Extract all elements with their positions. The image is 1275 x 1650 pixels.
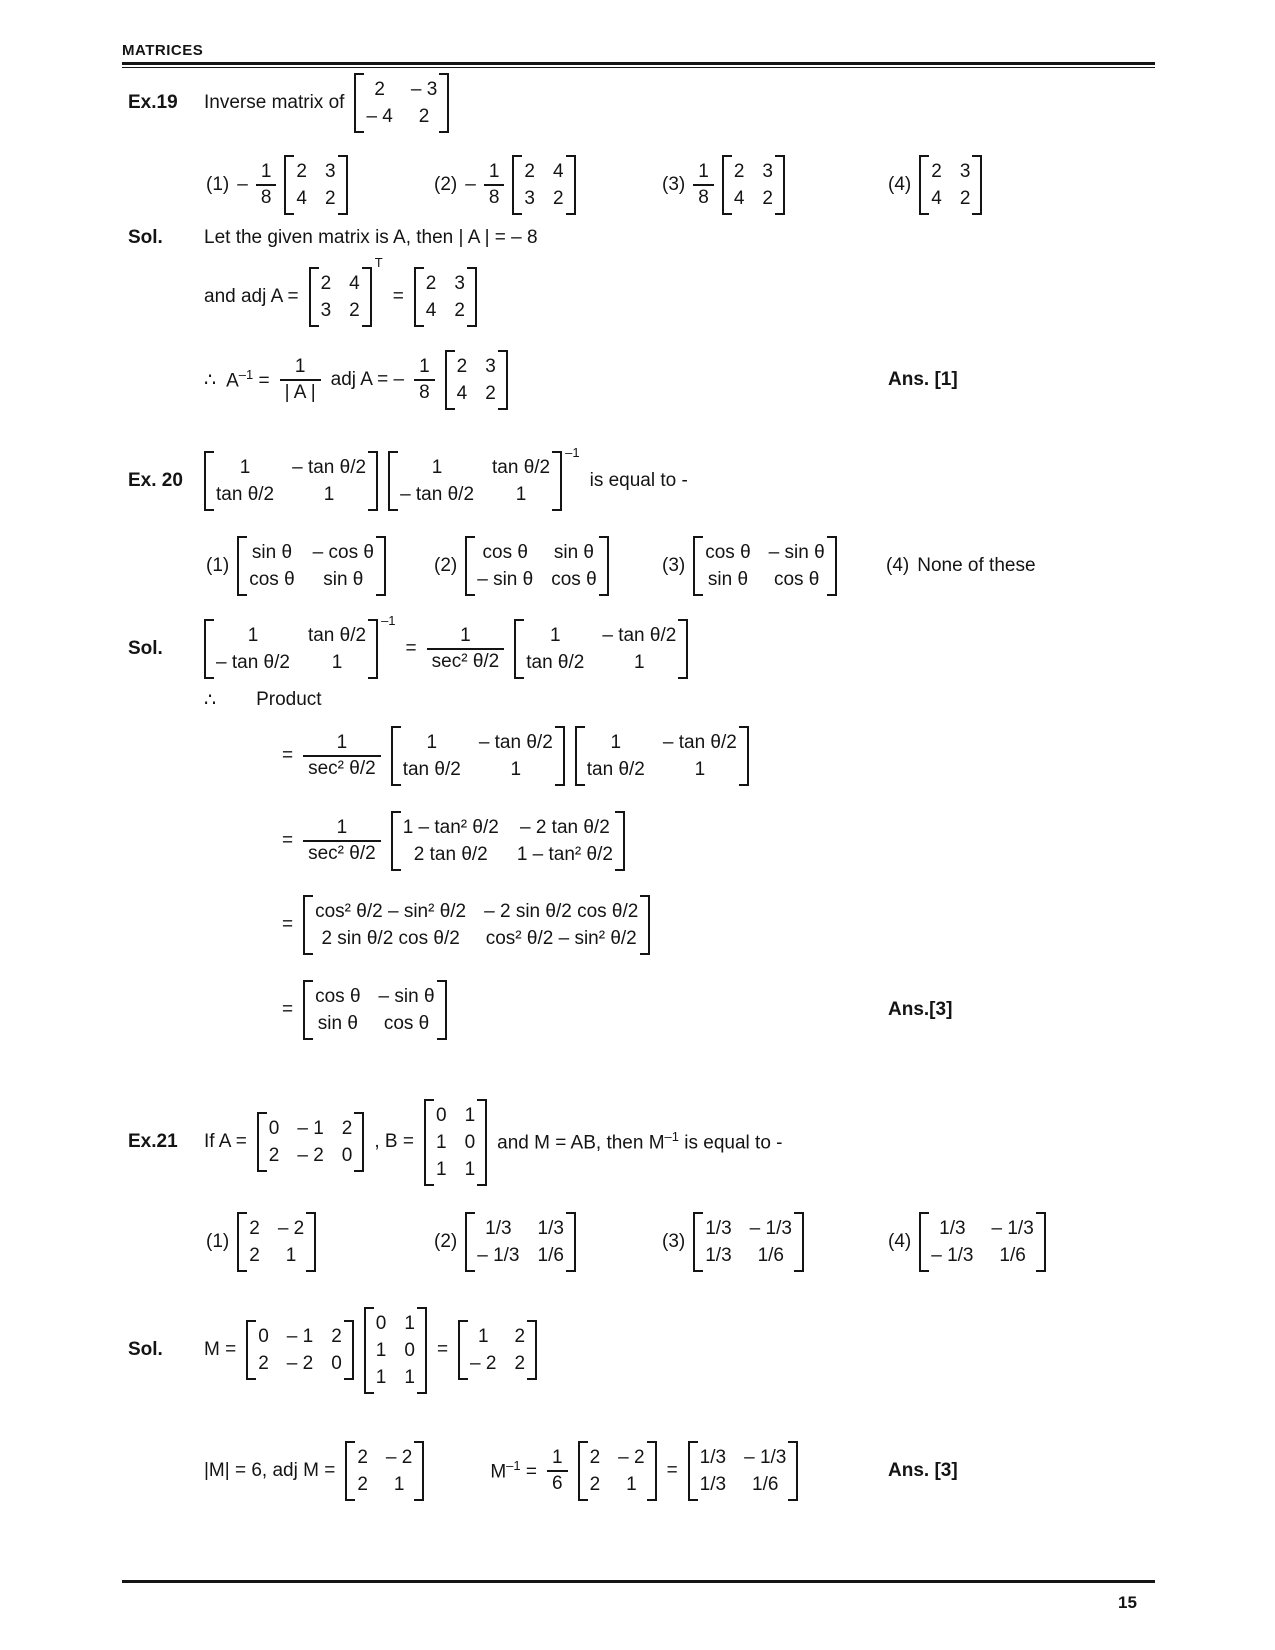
fraction-denominator: 8 [693, 184, 714, 210]
ex19-options [0, 152, 1275, 218]
sol19-inverse-line [0, 346, 1275, 414]
matrix-cell: 1 [375, 1366, 387, 1388]
matrix-cell: 3 [485, 356, 496, 377]
matrix-cell: 2 [552, 188, 564, 209]
matrix-cell: 4 [733, 188, 745, 209]
ex19-question [0, 68, 1275, 138]
matrix-cell: cos² θ/2 – sin² θ/2 [485, 928, 637, 949]
matrix-cell: 1 [626, 1474, 637, 1495]
ex21-question [0, 1088, 1275, 1196]
matrix-cell: sin θ [553, 542, 594, 563]
sol19-line1 [0, 224, 1275, 252]
ex21-suffix [497, 1129, 782, 1154]
matrix-cell: 2 [357, 1447, 368, 1468]
matrix-cell: 1 [239, 457, 251, 478]
fraction-numerator: 1 [698, 161, 709, 182]
matrix-cell: 2 [258, 1353, 269, 1374]
fraction-numerator: 1 [460, 625, 471, 646]
option-sign: – [237, 174, 248, 195]
equals-sign: = [282, 745, 294, 766]
m-equals: M = [204, 1339, 237, 1360]
option-label: (2) [434, 1231, 458, 1252]
fraction-denominator: sec² θ/2 [427, 648, 505, 674]
option-matrix [512, 155, 575, 215]
fraction [484, 160, 505, 210]
matrix-cell: 1 [435, 1158, 447, 1180]
matrix-cell: – 3 [410, 79, 438, 100]
matrix-cell: 4 [425, 300, 437, 321]
matrix-cell: – 1/3 [477, 1245, 520, 1266]
ex19-option-3 [662, 155, 785, 215]
matrix-cell: tan θ/2 [586, 759, 645, 780]
sol20-line3 [0, 724, 1275, 788]
fraction [547, 1446, 568, 1496]
sol20-rhs-matrix [514, 619, 688, 679]
fraction-denominator: sec² θ/2 [303, 755, 381, 781]
fraction-numerator: 1 [551, 1447, 563, 1468]
fraction [693, 160, 714, 210]
matrix-cell: 2 [589, 1447, 601, 1468]
matrix-cell: 2 [320, 273, 332, 294]
equals-sign: = [666, 1460, 678, 1481]
ex19-option-1 [206, 155, 348, 215]
matrix-cell: cos θ [249, 569, 295, 590]
ex21-prefix: If A = [204, 1131, 247, 1152]
ex21-mid-text: , B = [374, 1131, 414, 1152]
ex20-options [0, 534, 1275, 598]
a-inverse-base: A [226, 370, 239, 392]
sol20-line4 [0, 810, 1275, 872]
matrix-cell: 1 [404, 1366, 415, 1388]
matrix-cell: 2 [456, 356, 468, 377]
matrix-cell: 3 [524, 188, 535, 209]
matrix-cell: 2 [425, 273, 437, 294]
fraction [303, 731, 381, 781]
matrix-cell: 1 [610, 732, 622, 753]
matrix-cell: 4 [456, 383, 468, 404]
matrix-cell: tan θ/2 [492, 457, 551, 478]
ex20-matrix-1 [204, 451, 378, 511]
inverse-exponent: –1 [381, 613, 396, 628]
matrix-cell: 2 [931, 161, 942, 182]
m-inverse-matrix [688, 1441, 799, 1501]
matrix-cell: 2 [249, 1245, 260, 1266]
matrix-cell: 1 [331, 652, 343, 673]
option-label: (2) [434, 174, 458, 195]
matrix-cell: – tan θ/2 [478, 732, 553, 753]
matrix-cell: – 2 [385, 1447, 413, 1468]
matrix-cell: sin θ [323, 569, 364, 590]
option-matrix [465, 1212, 576, 1272]
matrix-cell: 2 [296, 161, 307, 182]
matrix-cell: 1 [247, 625, 259, 646]
ex19-option-2 [434, 155, 576, 215]
sol21-line2 [0, 1436, 1275, 1506]
option-label: (4) [888, 1231, 912, 1252]
ex20-option-1 [206, 536, 386, 596]
option-matrix [465, 536, 608, 596]
ex20-answer: Ans.[3] [888, 999, 953, 1020]
adj-prefix: and adj A = [204, 286, 299, 307]
matrix-cell: 1 [435, 1131, 447, 1153]
sol19-statement: Let the given matrix is A, then | A | = – 8 [204, 227, 538, 248]
matrix-cell: 2 [454, 300, 465, 321]
option-matrix [284, 155, 347, 215]
matrix-cell: 1 [464, 1158, 476, 1180]
matrix-cell: cos θ [383, 1013, 430, 1034]
matrix-cell: cos θ [315, 986, 361, 1007]
matrix-cell: 1 [426, 732, 438, 753]
matrix-cell: – 4 [366, 106, 393, 127]
matrix-cell: 1 [323, 484, 335, 505]
matrix-b [364, 1307, 427, 1394]
matrix-cell: 0 [268, 1118, 280, 1139]
matrix-cell: – 1/3 [749, 1218, 792, 1239]
ex19-question-text: Inverse matrix of [204, 92, 345, 113]
matrix-cell: 0 [331, 1353, 342, 1374]
matrix-cell: 3 [959, 161, 971, 182]
option-matrix [693, 536, 836, 596]
matrix-cell: 0 [341, 1145, 353, 1166]
ex19-label: Ex.19 [128, 92, 178, 113]
matrix-cell: 1 [464, 1104, 476, 1126]
fraction [280, 355, 321, 405]
option-label: (1) [206, 174, 230, 195]
matrix-cell: 1 [404, 1312, 415, 1334]
option-label: (1) [206, 555, 230, 576]
ex21-option-3 [662, 1212, 804, 1272]
trig-identity-matrix [303, 895, 650, 955]
inverse-exponent: –1 [565, 445, 580, 460]
therefore-symbol: ∴ [204, 689, 217, 711]
ex20-matrix-2 [388, 451, 562, 511]
matrix-cell: 2 [418, 106, 430, 127]
matrix-cell: 3 [320, 300, 332, 321]
matrix-cell: – sin θ [768, 542, 825, 563]
matrix-cell: 2 [331, 1326, 342, 1347]
matrix-cell: – tan θ/2 [216, 652, 290, 673]
matrix-cell: 0 [464, 1131, 476, 1153]
fraction-denominator: sec² θ/2 [303, 840, 381, 866]
matrix-cell: 1 – tan² θ/2 [402, 817, 499, 838]
ex21-suffix-end: is equal to - [679, 1132, 783, 1154]
matrix-cell: – tan θ/2 [662, 732, 737, 753]
matrix-cell: cos θ [773, 569, 820, 590]
matrix-cell: – 1/3 [991, 1218, 1034, 1239]
option-matrix [693, 1212, 804, 1272]
det-adj-text: |M| = 6, adj M = [204, 1460, 336, 1481]
matrix-cell: 1/3 [699, 1447, 727, 1468]
page-title: MATRICES [122, 42, 204, 59]
therefore-symbol: ∴ [204, 369, 217, 391]
matrix-cell: sin θ [251, 542, 293, 563]
equals-sign: = [405, 638, 417, 659]
matrix-cell: – 1 [297, 1118, 324, 1139]
fraction-denominator: 8 [256, 184, 277, 210]
matrix-b [424, 1099, 487, 1186]
equals-sign: = [436, 1339, 449, 1360]
matrix-cell: 1 [285, 1245, 297, 1266]
a-inverse-equals: = [253, 370, 270, 392]
ex19-question-matrix [354, 73, 449, 133]
matrix-cell: 1 [510, 759, 522, 780]
option-matrix [919, 155, 982, 215]
equals-sign: = [282, 830, 294, 851]
matrix-cell: cos θ [482, 542, 528, 563]
option-label: (3) [662, 555, 686, 576]
matrix-cell: tan θ/2 [307, 625, 367, 646]
fraction-numerator: 1 [488, 161, 500, 182]
matrix-cell: – sin θ [378, 986, 435, 1007]
option-label: (4) [888, 174, 912, 195]
matrix-cell: 3 [454, 273, 465, 294]
ex21-answer: Ans. [3] [888, 1460, 958, 1481]
sol20-line5 [0, 894, 1275, 956]
matrix-cell: 4 [296, 188, 307, 209]
matrix-cell: 3 [762, 161, 773, 182]
matrix-cell: 2 [349, 300, 360, 321]
matrix-cell: 0 [375, 1312, 387, 1334]
matrix-cell: – 2 [470, 1353, 497, 1374]
fraction-denominator: 8 [414, 379, 435, 405]
matrix-cell: 1 [550, 625, 561, 646]
matrix-cell: 1/3 [705, 1245, 732, 1266]
matrix-cell: 2 [268, 1145, 280, 1166]
option-label: (4) [886, 555, 910, 576]
scaled-adj-matrix [578, 1441, 657, 1501]
a-inverse [226, 367, 270, 392]
ex20-label: Ex. 20 [128, 470, 183, 491]
matrix-cell: – 1/3 [931, 1245, 974, 1266]
ex21-option-4 [888, 1212, 1046, 1272]
inverse-exponent: –1 [664, 1129, 680, 1145]
equals-sign: = [282, 999, 294, 1020]
sol19-adj-line [0, 255, 1275, 336]
fraction-denominator: 6 [547, 1470, 568, 1496]
fraction [414, 355, 435, 405]
option-label: (3) [662, 1231, 686, 1252]
matrix-cell: 2 [324, 188, 336, 209]
matrix-cell: – 1/3 [744, 1447, 787, 1468]
fraction-numerator: 1 [336, 817, 348, 838]
matrix-cell: 2 [341, 1118, 353, 1139]
matrix-cell: 1 [477, 1326, 489, 1347]
matrix-cell: 0 [404, 1339, 415, 1361]
fraction-numerator: 1 [336, 732, 348, 753]
matrix-cell: 2 [589, 1474, 601, 1495]
matrix-cell: sin θ [707, 569, 749, 590]
ex19-option-4 [888, 155, 982, 215]
matrix-cell: tan θ/2 [526, 652, 585, 673]
matrix-cell: 1 [431, 457, 443, 478]
adj-result-matrix [414, 267, 477, 327]
matrix-cell: 1 [634, 652, 645, 673]
adj-m-matrix [345, 1441, 424, 1501]
matrix-cell: cos² θ/2 – sin² θ/2 [315, 901, 467, 922]
matrix-a [257, 1112, 365, 1172]
matrix-cell: 1 [515, 484, 527, 505]
matrix-cell: 2 tan θ/2 [413, 844, 488, 865]
final-rotation-matrix [303, 980, 446, 1040]
matrix-cell: 4 [552, 161, 564, 182]
matrix-cell: 2 [514, 1326, 526, 1347]
matrix-cell: – cos θ [312, 542, 374, 563]
matrix-cell: 2 [959, 188, 971, 209]
ex21-suffix-pre: and M = AB, then M [497, 1132, 665, 1154]
matrix-cell: 1/6 [537, 1245, 564, 1266]
matrix-cell: 2 [524, 161, 535, 182]
matrix-cell: – tan θ/2 [602, 625, 677, 646]
sol20-line2 [0, 688, 1275, 712]
option-matrix [237, 536, 386, 596]
matrix-cell: – sin θ [477, 569, 534, 590]
matrix-cell: 1 – tan² θ/2 [516, 844, 613, 865]
matrix-cell: – tan θ/2 [400, 484, 475, 505]
fraction [427, 624, 505, 674]
ex20-option-4 [886, 555, 1036, 577]
sol20-lhs-matrix [204, 619, 378, 679]
ex21-option-1 [206, 1212, 316, 1272]
option-sign: – [465, 174, 476, 195]
sol20-line6 [0, 980, 1275, 1040]
option-matrix [237, 1212, 316, 1272]
matrix-cell: 1/3 [537, 1218, 564, 1239]
adj-matrix [309, 267, 372, 327]
matrix-cell: 1/6 [757, 1245, 784, 1266]
ex21-option-2 [434, 1212, 576, 1272]
option-label: (3) [662, 174, 686, 195]
matrix-cell: tan θ/2 [402, 759, 461, 780]
matrix-cell: – 2 sin θ/2 cos θ/2 [484, 901, 639, 922]
page-number: 15 [1118, 1593, 1137, 1612]
ex20-question [0, 445, 1275, 514]
matrix-cell: 4 [349, 273, 360, 294]
matrix-cell: 1/3 [939, 1218, 966, 1239]
sol21-line1 [0, 1296, 1275, 1404]
inverse-result-matrix [445, 350, 508, 410]
matrix-cell: 1/6 [752, 1474, 779, 1495]
matrix-cell: 2 [249, 1218, 260, 1239]
sol20-label: Sol. [128, 638, 163, 659]
equals-sign: = [392, 286, 404, 307]
adj-mid-text: adj A = – [330, 369, 405, 390]
matrix-cell: 0 [435, 1104, 447, 1126]
fraction-denominator: 8 [484, 184, 505, 210]
fraction [303, 816, 381, 866]
sol21-label: Sol. [128, 1339, 163, 1360]
ex20-question-text: is equal to - [589, 470, 688, 491]
inverse-exponent: –1 [506, 1458, 521, 1474]
matrix-cell: cos θ [551, 569, 597, 590]
matrix-cell: – 1 [286, 1326, 314, 1347]
matrix-cell: 1/3 [485, 1218, 512, 1239]
m-inverse-equals: = [520, 1461, 537, 1483]
inverse-exponent: –1 [238, 367, 254, 383]
matrix-cell: 1/3 [699, 1474, 727, 1495]
matrix-cell: 1 [694, 759, 706, 780]
matrix-cell: 4 [931, 188, 942, 209]
fraction [256, 160, 277, 210]
fraction-denominator: | A | [280, 379, 321, 405]
matrix-cell: 1/6 [999, 1245, 1026, 1266]
matrix-cell: sin θ [317, 1013, 358, 1034]
ex20-option-3 [662, 536, 837, 596]
matrix-cell: 2 [733, 161, 745, 182]
matrix-cell: tan θ/2 [216, 484, 275, 505]
sol20-line1 [0, 613, 1275, 682]
ex21-label: Ex.21 [128, 1131, 178, 1152]
matrix-cell: – tan θ/2 [292, 457, 367, 478]
option-text: None of these [917, 555, 1036, 576]
matrix-cell: 2 [485, 383, 496, 404]
option-label: (1) [206, 1231, 230, 1252]
fraction-numerator: 1 [419, 356, 430, 377]
product-matrix-2 [575, 726, 749, 786]
matrix-cell: 1/3 [705, 1218, 732, 1239]
product-text: Product [256, 689, 322, 710]
ex20-option-2 [434, 536, 609, 596]
matrix-cell: 2 [357, 1474, 368, 1495]
equals-sign: = [282, 914, 294, 935]
matrix-cell: cos θ [705, 542, 751, 563]
matrix-cell: – 2 tan θ/2 [519, 817, 610, 838]
matrix-a [246, 1320, 354, 1380]
matrix-cell: 2 [514, 1353, 526, 1374]
option-label: (2) [434, 555, 458, 576]
option-matrix [722, 155, 785, 215]
option-matrix [919, 1212, 1046, 1272]
matrix-cell: – 2 [286, 1353, 314, 1374]
matrix-cell: – 2 [277, 1218, 305, 1239]
transpose-exponent: T [374, 255, 383, 270]
matrix-cell: – 2 [297, 1145, 324, 1166]
matrix-cell: 2 [762, 188, 773, 209]
matrix-cell: 3 [324, 161, 336, 182]
matrix-cell: 2 [374, 79, 385, 100]
ex21-options [0, 1210, 1275, 1274]
matrix-cell: 2 sin θ/2 cos θ/2 [321, 928, 460, 949]
sol19-label: Sol. [128, 227, 163, 248]
matrix-cell: 0 [258, 1326, 269, 1347]
fraction-numerator: 1 [260, 161, 272, 182]
matrix-cell: 1 [375, 1339, 387, 1361]
fraction-numerator: 1 [294, 356, 306, 377]
matrix-m [458, 1320, 537, 1380]
expanded-matrix [391, 811, 625, 871]
product-matrix-1 [391, 726, 565, 786]
footer-rule [122, 1580, 1155, 1583]
matrix-cell: – 2 [618, 1447, 645, 1468]
matrix-cell: 1 [393, 1474, 405, 1495]
m-inverse-base: M [490, 1461, 507, 1483]
ex19-answer: Ans. [1] [888, 369, 958, 390]
m-inverse [490, 1458, 537, 1483]
